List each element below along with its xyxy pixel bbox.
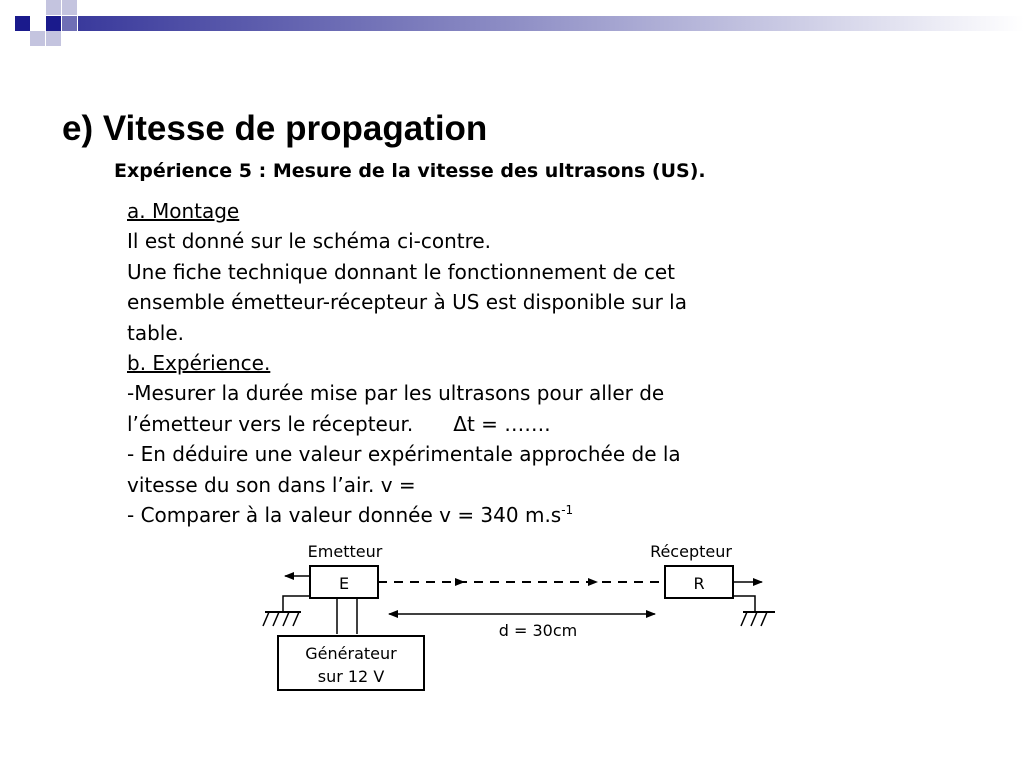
decor-square <box>46 16 61 31</box>
decor-square <box>30 31 45 46</box>
generator-label: Générateur <box>305 644 397 663</box>
header-decoration <box>0 0 1024 50</box>
decor-square <box>62 16 77 31</box>
unit-exponent: -1 <box>561 503 574 518</box>
page-title: e) Vitesse de propagation <box>62 109 488 148</box>
decor-square <box>62 0 77 15</box>
body-line: table. <box>127 320 185 345</box>
receiver-box-label: R <box>693 574 705 593</box>
section-a-heading: a. Montage <box>127 199 240 223</box>
receiver-label: Récepteur <box>650 542 732 561</box>
body-line: Il est donné sur le schéma ci-contre. <box>127 229 492 254</box>
body-line: - Comparer à la valeur donnée v = 340 m.s <box>127 503 562 528</box>
instructions-text <box>127 196 827 530</box>
distance-label: d = 30cm <box>498 621 578 640</box>
body-line: - En déduire une valeur expérimentale approchée de la <box>127 442 681 467</box>
decor-square <box>15 16 30 31</box>
wave-arrow-head <box>455 578 465 586</box>
body-line-with-delta <box>127 409 827 439</box>
experiment-subtitle: Expérience 5 : Mesure de la vitesse des ultrasons (US). <box>114 160 706 182</box>
setup-diagram <box>255 538 795 698</box>
decor-square <box>46 0 61 15</box>
emitter-ground-wire <box>283 596 310 612</box>
section-b-heading: b. Expérience. <box>127 351 271 376</box>
body-line: vitesse du son dans l’air. v = <box>127 472 416 497</box>
body-line: ensemble émetteur-récepteur à US est disponible sur la <box>127 290 687 315</box>
body-line-with-unit <box>127 500 827 530</box>
decor-square <box>46 31 61 46</box>
wave-arrow-head <box>588 578 598 586</box>
body-line: Une fiche technique donnant le fonctionnement de cet <box>127 259 676 284</box>
emitter-label: Emetteur <box>307 542 383 561</box>
delta-t-field: Δt = ……. <box>453 411 551 436</box>
generator-voltage: sur 12 V <box>317 667 385 686</box>
emitter-box-label: E <box>338 574 350 593</box>
body-line: -Mesurer la durée mise par les ultrasons pour aller de <box>127 381 665 406</box>
receiver-ground-wire <box>733 596 755 612</box>
body-line: l’émetteur vers le récepteur. <box>127 411 414 436</box>
